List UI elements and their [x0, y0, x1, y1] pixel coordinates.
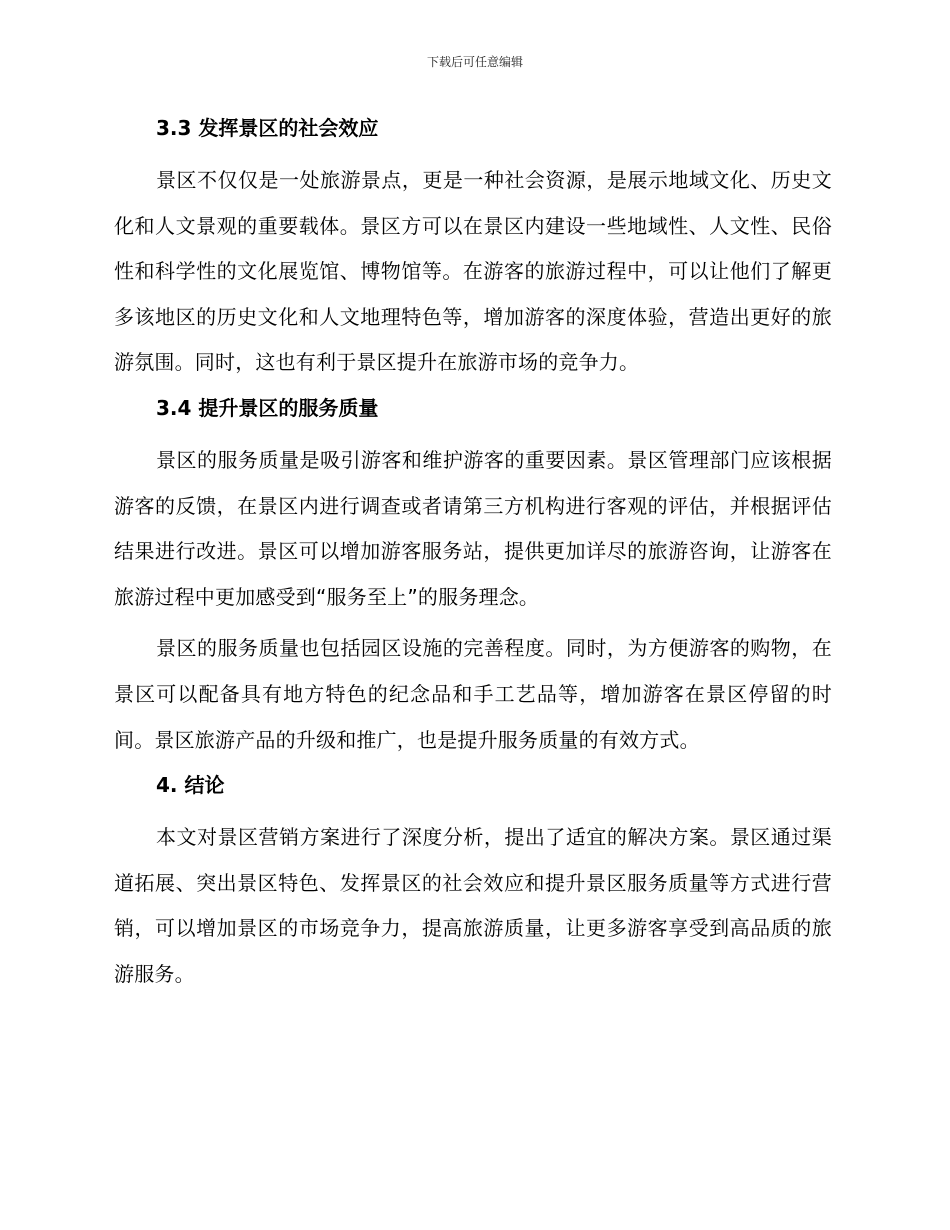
section-3-4: [114, 392, 832, 763]
section-heading: 3.3 发挥景区的社会效应: [156, 116, 379, 140]
paragraph: 本文对景区营销方案进行了深度分析，提出了适宜的解决方案。景区通过渠道拓展、突出景区特色、发挥景区的社会效应和提升景区服务质量等方式进行营销，可以增加景区的市场竞争力，提高旅游质量，让更多游客享受到高品质的旅游服务。: [114, 825, 832, 986]
section-heading: 4. 结论: [156, 773, 225, 798]
section-heading: 3.4 提升景区的服务质量: [156, 395, 379, 420]
section-conclusion: [114, 769, 832, 997]
paragraph: 景区的服务质量也包括园区设施的完善程度。同时，为方便游客的购物，在景区可以配备具有地方特色的纪念品和手工艺品等，增加游客在景区停留的时间。景区旅游产品的升级和推广，也是提升服务质量的有效方式。: [114, 636, 832, 752]
page-header: 下载后可任意编辑: [426, 55, 523, 69]
paragraph: 景区不仅仅是一处旅游景点，更是一种社会资源，是展示地域文化、历史文化和人文景观的重要载体。景区方可以在景区内建设一些地域性、人文性、民俗性和科学性的文化展览馆、博物馆等。在游客的旅游过程中，可以让他们了解更多该地区的历史文化和人文地理特色等，增加游客的深度体验，营造出更好的旅游氛围。同时，这也有利于景区提升在旅游市场的竞争力。: [114, 168, 832, 375]
section-3-3: [114, 112, 832, 386]
document-body: [114, 112, 832, 1004]
paragraph: 景区的服务质量是吸引游客和维护游客的重要因素。景区管理部门应该根据游客的反馈，在景区内进行调查或者请第三方机构进行客观的评估，并根据评估结果进行改进。景区可以增加游客服务站，提供更加详尽的旅游咨询，让游客在旅游过程中更加感受到“服务至上”的服务理念。: [114, 447, 832, 609]
